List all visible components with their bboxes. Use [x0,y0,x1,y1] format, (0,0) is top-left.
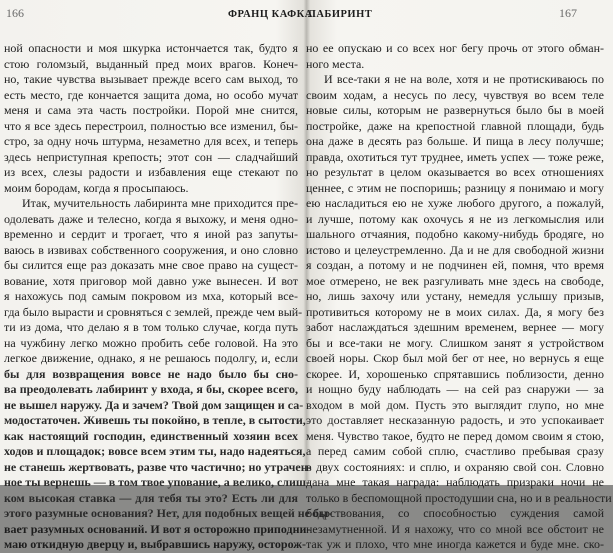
right-page [306,0,613,551]
text-line: но результат в целом оказывается во всех отношениях [306,165,604,179]
text-line: моим бородам, когда я просыпаюсь. [4,180,189,195]
body-text [306,41,612,553]
text-line: скорее. И, хорошенько спрятавшись поблизости, денно [306,366,604,381]
text-line: ной опасности и моя шкурка истончается так, будто я [4,41,298,55]
text-line: своим ходам, а несусь по лесу, чувствуя во всем теле [306,87,604,102]
page-number: 167 [559,6,577,20]
text-line: ходов и площадок; вовсе всем этим ты, надо надеяться, [4,444,306,458]
text-line: здесь неприступная крепость; этот сон — сладчайший [4,149,298,164]
text-line: так уж и плохо, что мне иногда кажется и буде мне. ско- [306,537,604,551]
text-line: стою голомзый, выданный пред моих врагов. Конеч- [4,56,298,71]
text-line: ного места. [306,56,365,71]
text-line: шального отчаяния, подобно какому-нибудь бродяге, но [306,227,604,241]
text-line: ти из дома, что делаю я в том только случае, когда путь [4,320,298,334]
running-head-author: ФРАНЦ КАФКА [228,9,313,20]
text-line: не вышел наружу. Да и зачем? Твой дом защищен и са- [4,397,304,412]
text-line: маю откидную дверцу и, выбравшись наружу, осторож- [4,537,306,551]
text-line: ваюсь в извивах собственного сооружения, и оно словно [4,242,298,257]
text-line: бы силится еще раз доказать мне свое право на сущест- [4,258,298,272]
body-text [4,41,333,553]
text-line: входом в мой дом. Пусть это выглядит глупо, но мне [306,397,604,412]
text-line: истово и целеустремленно. Да и не для свободной жизни [306,242,604,257]
text-line: постройке, даже на крепостной главной площади, будь [306,118,604,133]
text-line: стро, за одну ночь штурма, незаметно для всех, и теперь [4,134,298,148]
text-line: мое отмерено, не век разгуливать мне здесь на свободе, [306,273,604,288]
text-line: ва преодолевать лабиринт у входа, я бы, скорее всего, [4,382,298,396]
text-line: бы и все-таки не могу. Слишком занят я устройством [306,335,604,350]
text-line: ею насладиться ею не хуже любого другого, а пожалуй, [306,196,604,210]
text-line: вает разумных оснований. И вот я осторожно приподни- [4,521,311,536]
text-line: этого разумные основания? Нет, для подобных вещей не бы- [4,506,333,520]
text-line: но, такие чувства вызывает прежде всего сам выход, то [4,72,298,86]
text-line: легкое движение, однако, я не решаюсь подолгу, и, если [4,351,298,365]
text-line: но, лишь захочу или устану, немедля услышу призыв, [306,289,604,303]
text-line: бы для возвращения вовсе не надо было бы сно- [4,366,298,381]
text-line: гда было вырасти и сровняться с землей, прежде чем вый- [4,304,303,319]
text-line: И все-таки я не на воле, хотя и не протискиваюсь по [324,72,604,86]
text-line: незамутненной. И я нахожу, что со мной все обстоит не [306,521,604,536]
text-line: бодрствования, со способностью суждения самой [306,506,604,520]
text-line: как настоящий господин, единственный хозяин всех [4,428,298,443]
text-line: дана мне такая награда: наблюдать призраки ночи не [306,475,604,489]
running-head-title: ЛАБИРИНТ [308,9,373,20]
text-line: это доставляет несказанную радость, и это успокаивает [306,413,604,427]
text-line: из всех, слезы радости и избавления еще стекают по [4,165,298,179]
text-line: только в беспомощной простодушии сна, но и в реальности [306,490,612,505]
text-line: новые силы, которым не развернуться было бы в моей [306,103,604,117]
text-line: забот наслаждаться здешним временем, вернее — могу [306,320,604,334]
text-line: что я все здесь перестроил, полностью все изменил, бы- [4,118,298,133]
text-line: и нощно буду наблюдать — на сей раз снаружи — за [306,382,604,396]
page-number: 166 [6,6,24,20]
text-line: модостаточен. Живешь ты покойно, в тепле, в сытости, [4,413,306,427]
text-line: ком высокая ставка — для тебя ты это? Есть ли для [4,490,298,505]
text-line: я создан, а потому и не подчинен ей, помня, что время [306,258,604,272]
text-line: меня. Чувство такое, будто не перед домом своим я стою, [306,428,604,443]
text-line: ное ты вернешь — в том твое упование, а велико, слиш- [4,475,311,489]
text-line: я нахожусь под самым покровом из мха, который все- [4,289,298,303]
text-line: и лучше, потому как охочусь я не из легкомыслия или [306,211,604,226]
text-line: ценнее, с этим не поспоришь; разницу я понимаю и могу [306,180,604,195]
text-line: в двух состояниях: и сплю, и охраняю свой сон. Словно [306,459,604,474]
text-line: она даже в десять раз больше. И пища в лесу получше; [306,134,604,148]
text-line: есть место, где кончается защита дома, но особо мучат [4,87,298,102]
text-line: не станешь жертвовать, разве что частично; но утрачен- [4,459,312,474]
text-line: вование, хотя приговор мой давно уже вынесен. И вот [4,273,298,288]
text-line: правда, охотиться тут труднее, иметь успех — тоже реже, [306,149,604,164]
text-line: противиться которому не в моих силах. Да, я могу без [306,304,604,319]
text-line: своей норы. Скор был мой бег от нее, но вернусь я еще [306,351,604,365]
text-line: а перед самим собой сплю, счастливо пребывая сразу [306,444,604,458]
text-line: но ее опускаю и со всех ног бегу прочь от этого обман- [306,41,604,55]
text-line: на чужбину легко можно пробить себе головой. На это [4,335,298,350]
text-line: одолевать даже и телесно, когда я выхожу, и меня одно- [4,211,298,226]
text-line: Итак, мучительность лабиринта мне приходится пре- [22,196,298,210]
text-line: меня и сама эта часть постройки. Порой мне снится, [4,103,298,117]
text-line: временно и сердит и трогает, что я иной раз запуты- [4,227,298,241]
